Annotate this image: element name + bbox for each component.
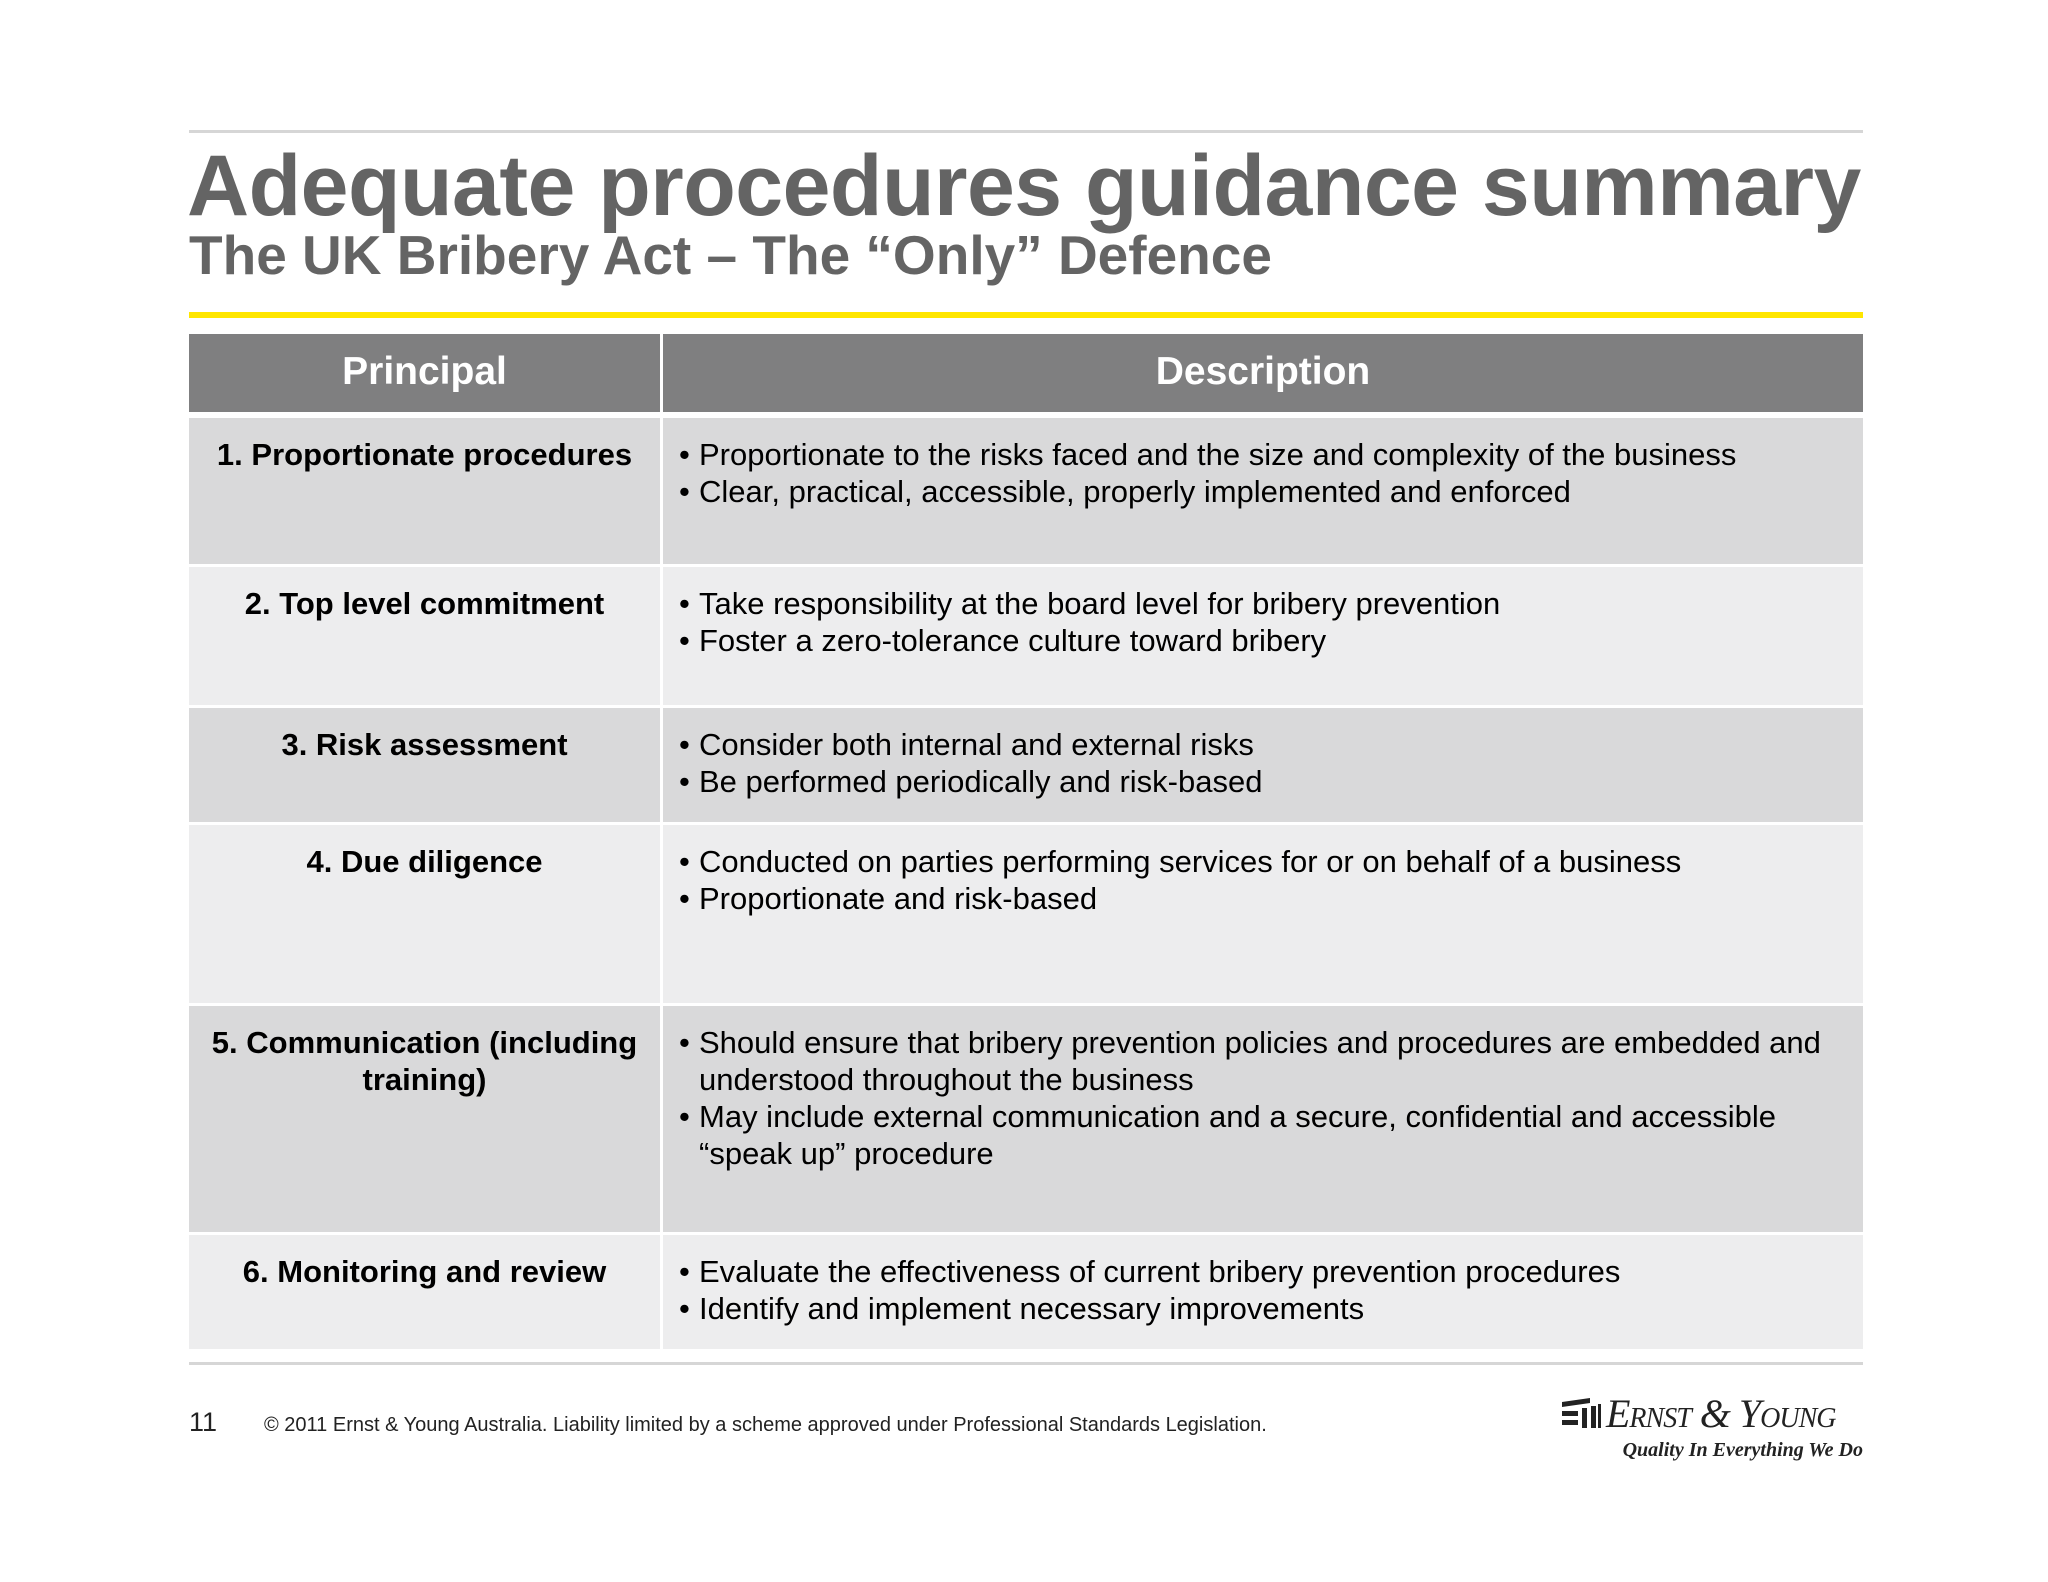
principal-cell: 1. Proportionate procedures bbox=[189, 418, 663, 564]
logo-tagline: Quality In Everything We Do bbox=[1622, 1439, 1863, 1461]
description-cell bbox=[663, 418, 1863, 564]
principles-table bbox=[189, 334, 1863, 1349]
company-logo bbox=[1560, 1391, 1863, 1466]
table-row bbox=[189, 708, 1863, 825]
principal-cell: 6. Monitoring and review bbox=[189, 1235, 663, 1349]
table-row bbox=[189, 1235, 1863, 1349]
bottom-divider bbox=[189, 1362, 1863, 1365]
bullet-item: • Clear, practical, accessible, properly implemented and enforced bbox=[679, 474, 1571, 509]
ey-logo-icon bbox=[1560, 1398, 1602, 1430]
description-cell bbox=[663, 1006, 1863, 1232]
principal-cell: 2. Top level commitment bbox=[189, 567, 663, 705]
bullet-item: • Proportionate and risk-based bbox=[679, 881, 1098, 916]
description-cell bbox=[663, 1235, 1863, 1349]
column-header-principal: Principal bbox=[189, 334, 663, 412]
table-header-row bbox=[189, 334, 1863, 418]
bullet-item: • Should ensure that bribery prevention policies and procedures are embedded and understood throughout the business bbox=[679, 1025, 1821, 1097]
logo-wordmark: Ernst & Young bbox=[1606, 1391, 1836, 1436]
table-row bbox=[189, 1006, 1863, 1235]
bullet-item: • Proportionate to the risks faced and the size and complexity of the business bbox=[679, 437, 1737, 472]
bullet-item: • May include external communication and a secure, confidential and accessible “speak up” procedure bbox=[679, 1099, 1776, 1171]
description-cell bbox=[663, 708, 1863, 822]
bullet-item: • Take responsibility at the board level for bribery prevention bbox=[679, 586, 1501, 621]
bullet-item: • Conducted on parties performing services for or on behalf of a business bbox=[679, 844, 1682, 879]
description-cell bbox=[663, 567, 1863, 705]
copyright-notice: © 2011 Ernst & Young Australia. Liability limited by a scheme approved under Professional Standards Legislation. bbox=[264, 1414, 1267, 1436]
table-row bbox=[189, 567, 1863, 708]
column-header-description: Description bbox=[1155, 350, 1371, 393]
page-number: 11 bbox=[189, 1407, 218, 1437]
principal-cell: 3. Risk assessment bbox=[189, 708, 663, 822]
table-row bbox=[189, 825, 1863, 1006]
principal-cell: 4. Due diligence bbox=[189, 825, 663, 1003]
description-cell bbox=[663, 825, 1863, 1003]
table-row bbox=[189, 418, 1863, 567]
page-title: Adequate procedures guidance summary bbox=[187, 138, 1861, 234]
page-subtitle: The UK Bribery Act – The “Only” Defence bbox=[189, 224, 1272, 286]
bullet-item: • Identify and implement necessary improvements bbox=[679, 1291, 1365, 1326]
accent-divider bbox=[189, 312, 1863, 318]
bullet-item: • Foster a zero-tolerance culture toward bribery bbox=[679, 623, 1327, 658]
bullet-item: • Consider both internal and external risks bbox=[679, 727, 1254, 762]
top-divider bbox=[189, 130, 1863, 133]
bullet-item: • Evaluate the effectiveness of current bribery prevention procedures bbox=[679, 1254, 1621, 1289]
principal-cell: 5. Communication (including training) bbox=[189, 1006, 663, 1232]
bullet-item: • Be performed periodically and risk-based bbox=[679, 764, 1263, 799]
